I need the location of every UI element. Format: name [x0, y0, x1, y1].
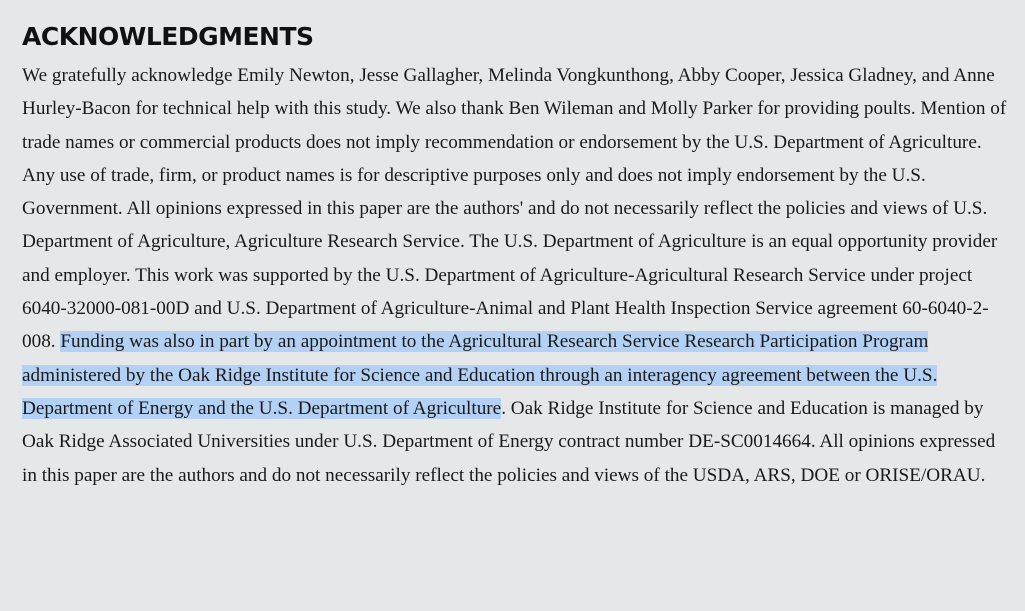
- selected-text[interactable]: Funding was also in part by an appointment to the Agricultural Research Service Research Participation Program administered by the Oak Ridge Institute for Science and Education through an interagency agreement between the U.S. Department of Energy and the U.S. Department of Agriculture: [22, 331, 938, 419]
- paragraph-text-before[interactable]: We gratefully acknowledge Emily Newton, Jesse Gallagher, Melinda Vongkunthong, Abby Cooper, Jessica Gladney, and Anne Hurley-Bacon for technical help with this study. We also thank Ben Wileman and Molly Parker for providing poults. Mention of trade names or commercial products does not imply recommendation or endorsement by the U.S. Department of Agriculture. Any use of trade, firm, or product names is for descriptive purposes only and does not imply endorsement by the U.S. Government. All opinions expressed in this paper are the authors' and do not necessarily reflect the policies and views of U.S. Department of Agriculture, Agriculture Research Service. The U.S. Department of Agriculture is an equal opportunity provider and employer. This work was supported by the U.S. Department of Agriculture-Agricultural Research Service under project 6040-32000-081-00D and U.S. Department of Agriculture-Animal and Plant Health Inspection Service agreement 60-6040-2-008.: [22, 65, 1007, 353]
- paragraph-text-after[interactable]: . Oak Ridge Institute for Science and Education is managed by Oak Ridge Associated Universities under U.S. Department of Energy contract number DE-SC0014664. All opinions expressed in this paper are the authors and do not necessarily reflect the policies and views of the USDA, ARS, DOE or ORISE/ORAU.: [22, 397, 996, 486]
- acknowledgments-paragraph[interactable]: [22, 59, 1007, 492]
- section-heading: ACKNOWLEDGMENTS: [22, 22, 314, 51]
- acknowledgments-section: [22, 20, 1007, 492]
